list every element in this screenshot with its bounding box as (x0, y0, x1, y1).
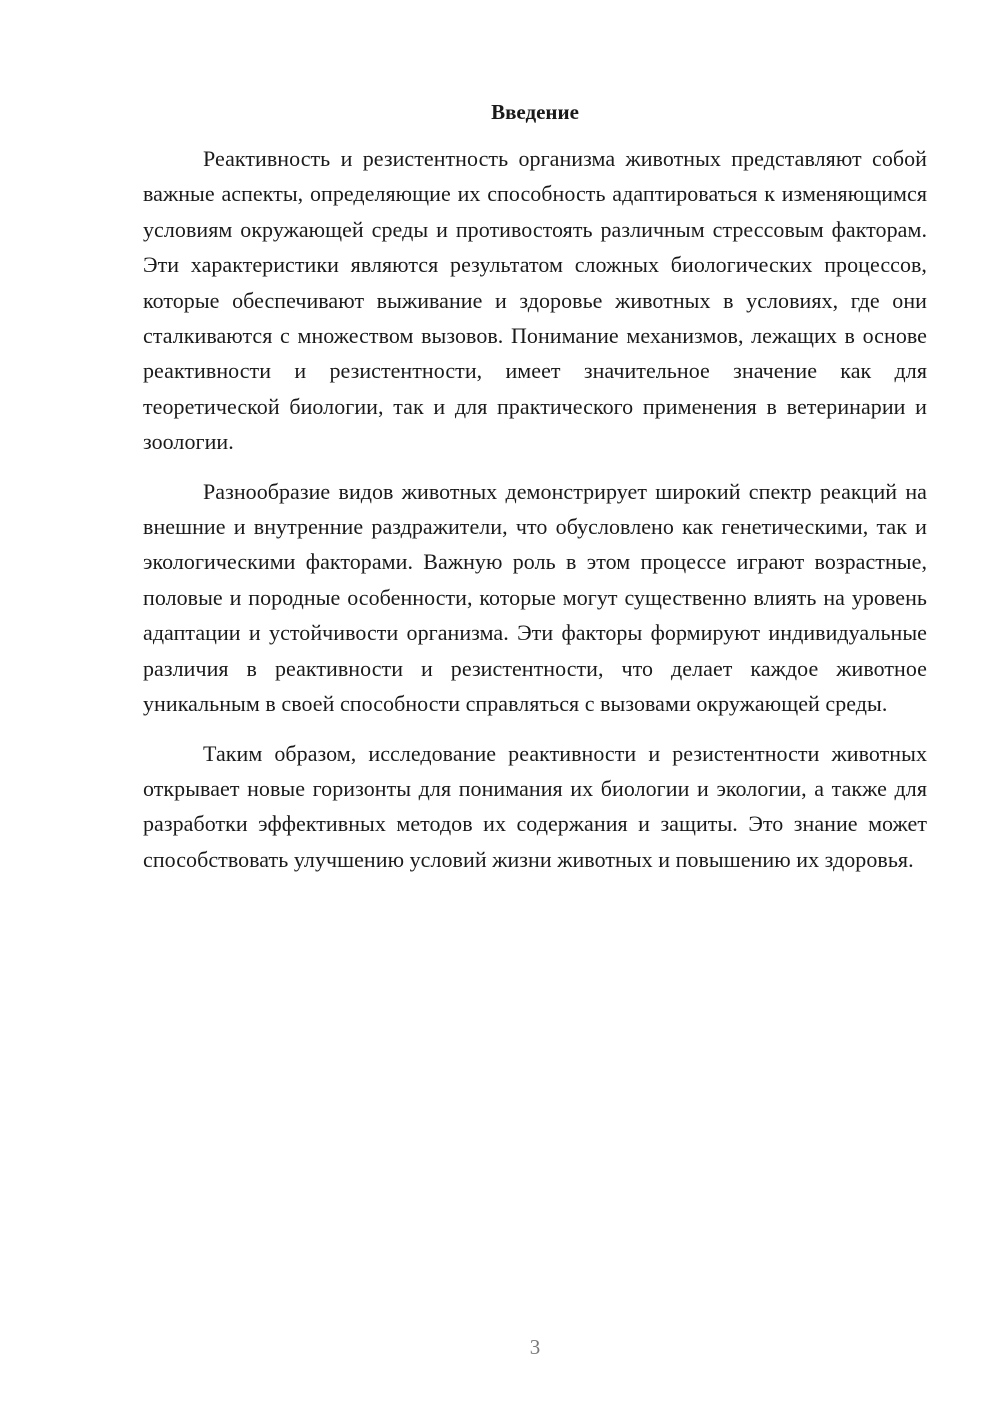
paragraph-2: Разнообразие видов животных демонстрирует широкий спектр реакций на внешние и внутренние раздражители, что обусловлено как генетическими, так и экологическими факторами. Важную роль в этом процессе играют возрастные, половые и породные особенности, которые могут существенно влиять на уровень адаптации и устойчивости организма. Эти факторы формируют индивидуальные различия в реактивности и резистентности, что делает каждое животное уникальным в своей способности справляться с вызовами окружающей среды. (143, 478, 927, 717)
section-title: Введение (491, 100, 579, 124)
paragraph-3: Таким образом, исследование реактивности и резистентности животных открывает новые горизонты для понимания их биологии и экологии, а также для разработки эффективных методов их содержания и защиты. Это знание может способствовать улучшению условий жизни животных и повышению их здоровья. (143, 740, 927, 872)
page-number: 3 (529, 1335, 541, 1359)
paragraph-1: Реактивность и резистентность организма животных представляют собой важные аспекты, определяющие их способность адаптироваться к изменяющимся условиям окружающей среды и противостоять различным стрессовым факторам. Эти характеристики являются результатом сложных биологических процессов, которые обеспечивают выживание и здоровье животных в условиях, где они сталкиваются с множеством вызовов. Понимание механизмов, лежащих в основе реактивности и резистентности, имеет значительное значение как для теоретической биологии, так и для практического применения в ветеринарии и зоологии. (143, 146, 927, 455)
text-body (143, 141, 927, 877)
